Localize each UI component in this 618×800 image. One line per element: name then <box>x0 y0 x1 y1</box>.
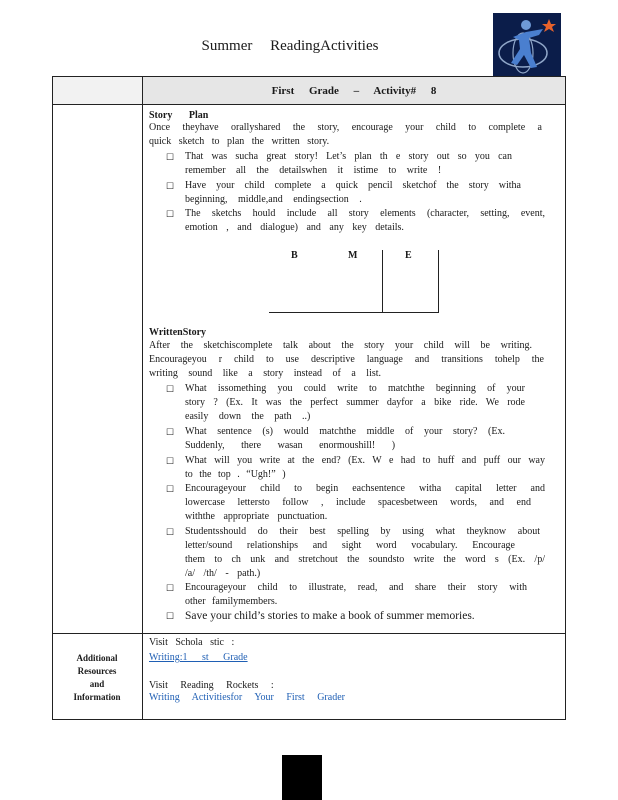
written-bullet-3-line-2: to the top . “Ugh!” ) <box>185 469 286 480</box>
square-bullet-icon: ☐ <box>166 427 175 437</box>
page-title: Summer ReadingActivities <box>201 38 379 54</box>
resources-label-line: and <box>89 679 105 689</box>
written-bullet-5-line-3: them to ch unk and stretchout the soundsto write the word s (Ex. /p/ <box>185 554 545 565</box>
story-plan-bullet-1-line-2: remember all the detailswhen it istime to write ! <box>185 165 442 176</box>
written-story-heading: WrittenStory <box>149 327 207 338</box>
header-divider <box>52 104 566 105</box>
story-plan-intro-line-1: Once theyhave orallyshared the story, encourage your child to complete a <box>149 122 542 133</box>
square-bullet-icon: ☐ <box>166 181 175 191</box>
written-bullet-4-line-2: lowercase lettersto follow , include spacesbetween words, and end <box>185 497 531 508</box>
written-bullet-5-line-1: Studentsshould do their best spelling by using what theyknow about <box>185 526 540 537</box>
written-bullet-6-line-1: Encourageyour child to illustrate, read, and share their story with <box>185 582 527 593</box>
bme-label-beginning: B <box>291 250 298 261</box>
resources-label-line: Additional <box>76 653 118 663</box>
written-closing-bullet: Save your child’s stories to make a book of summer memories. <box>185 610 475 622</box>
written-bullet-4-line-3: withthe appropriate punctuation. <box>185 511 328 522</box>
written-bullet-3-line-1: What will you write at the end? (Ex. W e had to huff and puff our way <box>185 455 545 466</box>
square-bullet-icon: ☐ <box>166 384 175 394</box>
story-plan-heading: Story Plan <box>149 110 209 121</box>
story-plan-bullet-3-line-1: The sketchs hould include all story elements (character, setting, event, <box>185 208 545 219</box>
square-bullet-icon: ☐ <box>166 209 175 219</box>
square-bullet-icon: ☐ <box>166 611 175 621</box>
story-plan-bullet-1-line-1: That was sucha great story! Let’s plan th e story out so you can <box>185 151 512 162</box>
scholastic-writing-link[interactable]: Writing:1 st Grade <box>149 652 248 663</box>
story-plan-intro-line-2: quick sketch to plan the written story. <box>149 136 330 147</box>
written-bullet-5-line-2: letter/sound relationships and sight word vocabulary. Encourage <box>185 540 515 551</box>
figure-globe-logo-icon <box>493 13 561 76</box>
written-bullet-2-line-1: What sentence (s) would matchthe middle of your story? (Ex. <box>185 426 505 437</box>
written-story-intro-line-1: After the sketchiscomplete talk about the story your child will be writing. <box>149 340 532 351</box>
written-bullet-6-line-2: other familymembers. <box>185 596 278 607</box>
resources-side-label <box>52 652 142 704</box>
square-bullet-icon: ☐ <box>166 152 175 162</box>
bme-divider-2 <box>438 250 439 312</box>
square-bullet-icon: ☐ <box>166 456 175 466</box>
bme-baseline <box>269 312 439 313</box>
written-bullet-1-line-2: story ? (Ex. It was the perfect summer dayfor a bike ride. We rode <box>185 397 525 408</box>
written-bullet-5-line-4: /a/ /th/ - path.) <box>185 568 261 579</box>
written-bullet-2-line-2: Suddenly, there wasan enormoushill! ) <box>185 440 396 451</box>
header-left-cell <box>53 77 142 104</box>
story-plan-bullet-3-line-2: emotion , and dialogue) and any key details. <box>185 222 404 233</box>
square-bullet-icon: ☐ <box>166 484 175 494</box>
resources-label-line: Resources <box>77 666 117 676</box>
story-plan-bullet-2-line-2: beginning, middle,and endingsection . <box>185 194 362 205</box>
bme-label-end: E <box>405 250 412 261</box>
resources-label-line: Information <box>73 692 121 702</box>
written-story-intro-line-3: writing sound like a story instead of a list. <box>149 368 382 379</box>
square-bullet-icon: ☐ <box>166 583 175 593</box>
bme-divider-1 <box>382 250 383 312</box>
footer-block <box>282 755 322 800</box>
scholastic-label: Visit Schola stic : <box>149 637 235 648</box>
written-story-intro-line-2: Encourageyou r child to use descriptive language and transitions tohelp the <box>149 354 544 365</box>
square-bullet-icon: ☐ <box>166 527 175 537</box>
story-plan-bullet-2-line-1: Have your child complete a quick pencil sketchof the story witha <box>185 180 521 191</box>
activity-header-title: First Grade – Activity# 8 <box>271 85 437 97</box>
reading-rockets-label: Visit Reading Rockets : <box>149 680 274 691</box>
written-bullet-1-line-3: easily down the path ..) <box>185 411 311 422</box>
reading-rockets-link[interactable]: Writing Activitiesfor Your First Grader <box>149 692 345 703</box>
written-bullet-1-line-1: What issomething you could write to matchthe beginning of your <box>185 383 525 394</box>
resources-divider <box>52 633 566 634</box>
column-divider <box>142 76 143 720</box>
bme-label-middle: M <box>348 250 358 261</box>
written-bullet-4-line-1: Encourageyour child to begin eachsentence witha capital letter and <box>185 483 545 494</box>
